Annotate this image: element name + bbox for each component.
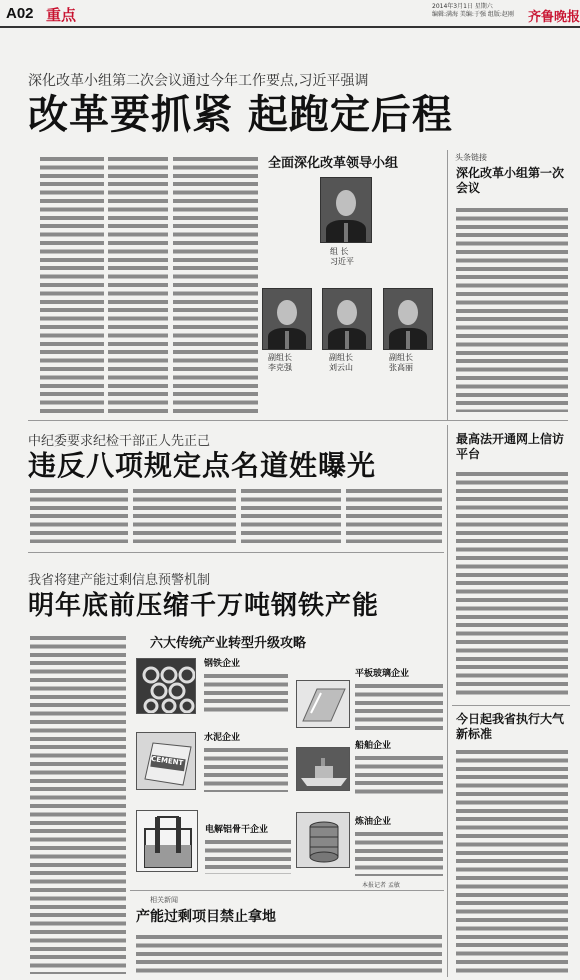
industry-name: 钢铁企业 (204, 659, 241, 669)
column-divider (447, 150, 448, 420)
steel-image (136, 658, 196, 714)
section-name: 重点 (46, 6, 77, 24)
story1-body-col2 (108, 155, 168, 417)
leader-caption: 副组长 刘云山 (329, 353, 353, 372)
industry-name: 船舶企业 (355, 741, 392, 751)
glass-panel-icon (297, 681, 350, 728)
related-news-headline: 产能过剩项目禁止拿地 (136, 909, 276, 925)
masthead-meta (432, 3, 532, 19)
story1-kicker: 深化改革小组第二次会议通过今年工作要点,习近平强调 (28, 73, 369, 89)
refinery-image (296, 812, 350, 868)
story2-body-col4 (346, 487, 442, 543)
story3-headline: 明年底前压缩千万吨钢铁产能 (28, 591, 380, 621)
oil-barrel-icon (297, 813, 350, 868)
glass-image (296, 680, 350, 728)
column-divider (447, 425, 448, 977)
editors-line: 编辑:满海 美编:于强 组版:赵刚 (432, 11, 514, 18)
industry-name: 平板玻璃企业 (355, 669, 410, 679)
section-divider (452, 705, 570, 706)
ship-image (296, 747, 350, 791)
industry-name: 炼油企业 (355, 817, 392, 827)
sidebar-tag: 头条链接 (455, 153, 487, 162)
industry-desc (355, 682, 443, 730)
industry-desc (355, 754, 443, 794)
leader-caption: 组 长 习近平 (330, 247, 354, 266)
sidebar2-headline: 最高法开通网上信访平台 (456, 432, 565, 461)
leaders-box-title: 全面深化改革领导小组 (268, 156, 399, 171)
electrolysis-cell-icon (137, 811, 198, 872)
sidebar3-headline: 今日起我省执行大气新标准 (456, 712, 565, 741)
industry-name: 水泥企业 (204, 733, 241, 743)
sidebar1-headline: 深化改革小组第一次会议 (456, 166, 565, 195)
cement-bag-label: CEMENT (150, 754, 184, 768)
section-divider (28, 420, 568, 421)
date-line: 2014年3月1日 星期六 (432, 3, 493, 10)
portrait-li (262, 288, 312, 350)
story2-kicker: 中纪委要求纪检干部正人先正己 (28, 434, 211, 449)
industry-name: 电解铝骨干企业 (205, 825, 269, 835)
leader-caption: 副组长 李克强 (268, 353, 292, 372)
story2-body-col1 (30, 487, 128, 543)
steel-pipes-icon (137, 659, 196, 714)
story3-kicker: 我省将建产能过剩信息预警机制 (28, 573, 211, 588)
sidebar2-body (456, 470, 568, 698)
related-news-tag: 相关新闻 (150, 896, 178, 904)
masthead (0, 0, 580, 28)
industry-desc (205, 838, 291, 874)
story2-headline: 违反八项规定点名道姓曝光 (28, 449, 377, 482)
portrait-liu (322, 288, 372, 350)
story1-headline: 改革要抓紧 起跑定后程 (28, 92, 453, 138)
story3-body (30, 634, 126, 974)
byline: 本报记者 孟敏 (362, 882, 400, 889)
page-number: A02 (6, 5, 34, 22)
newspaper-logo: 齐鲁晚报 (528, 10, 580, 25)
sidebar1-body (456, 206, 568, 412)
related-news-body (136, 933, 442, 975)
leader-caption: 副组长 张高丽 (389, 353, 413, 372)
section-divider (28, 552, 444, 553)
industry-desc (355, 830, 443, 876)
strategy-box-title: 六大传统产业转型升级攻略 (150, 636, 307, 651)
sidebar3-body (456, 748, 568, 974)
portrait-xi (320, 177, 372, 243)
aluminum-image (136, 810, 198, 872)
story2-body-col2 (133, 487, 236, 543)
portrait-zhang (383, 288, 433, 350)
section-divider (130, 890, 444, 891)
story2-body-col3 (241, 487, 341, 543)
story1-body-col3 (173, 155, 258, 417)
cement-image (136, 732, 196, 790)
industry-desc (204, 746, 288, 792)
industry-desc (204, 672, 288, 716)
ship-icon (297, 748, 350, 791)
story1-body-col1 (40, 155, 104, 417)
